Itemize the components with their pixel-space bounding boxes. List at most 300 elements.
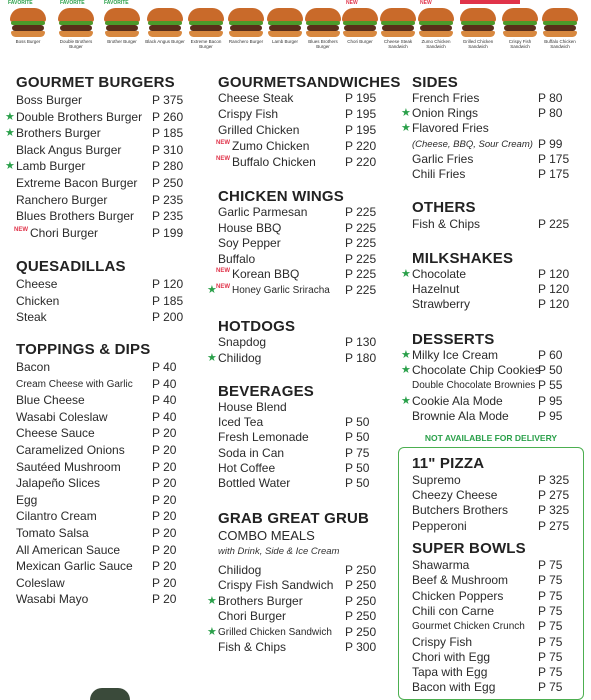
menu-item-name: Mexican Garlic Sauce	[16, 559, 133, 574]
menu-item-price: P 20	[152, 459, 177, 474]
menu-item-row	[207, 593, 385, 609]
section-title-sides: SIDES	[412, 74, 459, 91]
menu-item-price: P 20	[152, 592, 177, 607]
menu-item-name: Milky Ice Cream	[412, 348, 499, 362]
favorite-tag: FAVORITE	[60, 0, 85, 6]
burger-thumb-label: Buffalo Chicken Sandwich	[544, 39, 576, 49]
menu-item-row	[412, 619, 578, 634]
combo-note: with Drink, Side & Ice Cream	[218, 546, 340, 557]
menu-item-name: Shawarma	[412, 558, 470, 572]
burger-thumb-label: Boss Burger	[15, 39, 41, 44]
menu-item-row	[5, 126, 192, 141]
menu-item-price: P 225	[345, 267, 377, 282]
menu-item-price: P 225	[345, 283, 377, 297]
menu-item-price: P 250	[152, 176, 184, 190]
menu-item-row	[412, 409, 578, 424]
burger-thumb-label: Brother Burger	[107, 39, 137, 44]
section-title-sandwiches: GOURMETSANDWICHES	[218, 74, 401, 91]
burger-thumb-label: Black Angus Burger	[145, 39, 185, 44]
favorite-star-icon: ★	[401, 268, 411, 280]
menu-item-name: Grilled Chicken	[218, 123, 300, 137]
menu-item-price: P 80	[538, 91, 563, 105]
menu-item-row	[16, 476, 192, 491]
menu-item-price: P 20	[152, 559, 177, 574]
menu-item-name: Cilantro Cream	[16, 509, 97, 524]
menu-item-row	[218, 578, 385, 593]
menu-item-price: P 75	[538, 588, 563, 603]
menu-item-row	[412, 167, 578, 182]
menu-item-name: Blues Brothers Burger	[16, 209, 135, 224]
favorite-star-icon: ★	[401, 122, 411, 135]
burger-thumb	[265, 2, 305, 66]
menu-item-row	[16, 176, 192, 191]
menu-item-price: P 185	[152, 293, 184, 308]
menu-item-price: P 200	[152, 310, 184, 325]
menu-item-price: P 75	[538, 558, 563, 572]
menu-item-row	[412, 665, 578, 680]
menu-item-name: Bacon	[16, 360, 51, 374]
menu-item-name: Buffalo Chicken	[232, 155, 316, 169]
burger-thumb-label: Double Brothers Burger	[59, 39, 93, 49]
menu-item-row	[16, 493, 192, 508]
burger-thumb-label: Lamb Burger	[271, 39, 298, 44]
section-title-hotdogs: HOTDOGS	[218, 318, 296, 335]
menu-item-price: P 185	[152, 126, 184, 141]
burger-thumb-label: Zumo Chicken Sandwich	[421, 39, 451, 49]
menu-item-name: Brothers Burger	[16, 126, 101, 141]
burger-thumb-label: Chori Burger	[347, 39, 373, 44]
menu-item-row	[16, 526, 192, 541]
section-title-others: OTHERS	[412, 199, 476, 216]
new-badge-icon: NEW	[216, 268, 230, 275]
menu-item-price: P 220	[345, 139, 377, 153]
burger-thumb	[226, 2, 266, 66]
bottom-decoration	[90, 688, 130, 700]
favorite-star-icon: ★	[401, 349, 411, 361]
favorite-tag: FAVORITE	[104, 0, 129, 6]
menu-item-row	[218, 267, 385, 282]
menu-item-name: Brothers Burger	[218, 593, 303, 608]
menu-item-price: P 300	[345, 640, 377, 654]
section-title-bowls: SUPER BOWLS	[412, 540, 526, 557]
menu-item-price: P 40	[152, 393, 177, 408]
menu-item-row	[16, 360, 192, 375]
menu-item-name: Bacon with Egg	[412, 680, 496, 695]
menu-item-price: P 325	[538, 503, 570, 518]
menu-item-name: Snapdog	[218, 335, 267, 349]
menu-item-row	[218, 563, 385, 578]
menu-item-price: P 250	[345, 624, 377, 639]
section-title-toppings: TOPPINGS & DIPS	[16, 341, 151, 358]
favorite-star-icon: ★	[401, 107, 411, 120]
menu-item-name: Iced Tea	[218, 415, 264, 430]
menu-item-row	[16, 310, 192, 325]
section-title-beverages: BEVERAGES	[218, 383, 314, 400]
menu-item-name: Bottled Water	[218, 476, 291, 490]
menu-item-price: P 175	[538, 151, 570, 166]
menu-item-name: All American Sauce	[16, 542, 121, 557]
menu-item-price: P 195	[345, 123, 377, 137]
menu-item-price: P 50	[345, 476, 370, 490]
menu-item-row	[16, 226, 192, 241]
burger-thumb-label: Blues Brothers Burger	[308, 39, 338, 49]
section-title-grab: GRAB GREAT GRUB	[218, 510, 370, 527]
menu-item-price: P 20	[152, 575, 177, 590]
menu-item-name: Chori Burger	[30, 225, 99, 240]
favorite-star-icon: ★	[207, 351, 217, 364]
menu-item-price: P 99	[538, 136, 563, 151]
menu-item-row	[218, 430, 385, 445]
menu-item-row	[16, 592, 192, 607]
menu-item-price: P 20	[152, 426, 177, 441]
menu-item-name: Chilidog	[218, 563, 262, 577]
menu-item-row	[16, 93, 192, 108]
section-title-pizza: 11" PIZZA	[412, 455, 485, 472]
menu-item-name: Egg	[16, 492, 38, 507]
menu-item-name: Chocolate	[412, 267, 467, 281]
menu-item-price: P 130	[345, 335, 377, 349]
menu-item-price: P 75	[538, 573, 563, 588]
burger-thumb-label: Extreme Bacon Burger	[190, 39, 222, 49]
menu-item-row	[5, 109, 192, 125]
menu-item-row	[412, 473, 578, 488]
menu-item-price: P 375	[152, 93, 184, 107]
section-title-quesadillas: QUESADILLAS	[16, 258, 126, 275]
menu-item-row	[218, 123, 385, 138]
menu-item-row	[16, 393, 192, 408]
menu-item-row	[401, 106, 578, 121]
menu-item-price: P 250	[345, 593, 377, 608]
menu-item-row	[412, 558, 578, 573]
menu-item-name: Chicken Poppers	[412, 588, 504, 603]
menu-item-name: Grilled Chicken Sandwich	[218, 626, 332, 638]
menu-item-name: Soda in Can	[218, 445, 285, 460]
menu-item-name: Crispy Fish	[218, 107, 279, 121]
favorite-tag: FAVORITE	[8, 0, 33, 6]
menu-item-name: Crispy Fish Sandwich	[218, 578, 334, 593]
burger-thumb-label: Grilled Chicken Sandwich	[462, 39, 494, 49]
menu-item-row	[401, 348, 578, 363]
menu-item-name: Flavored Fries	[412, 121, 489, 136]
menu-item-name: House BBQ	[218, 220, 282, 235]
menu-item-name: House Blend	[218, 400, 287, 414]
menu-item-row	[207, 350, 385, 366]
menu-item-price: P 195	[345, 107, 377, 121]
menu-item-price: P 75	[538, 634, 563, 649]
menu-item-row	[412, 604, 578, 619]
menu-item-row	[412, 282, 578, 297]
menu-item-name: Korean BBQ	[232, 267, 300, 282]
menu-item-name: Tomato Salsa	[16, 526, 89, 540]
menu-item-row	[16, 460, 192, 475]
menu-item-row	[401, 363, 578, 378]
burger-thumb-label: Crispy Fish Sandwich	[508, 39, 532, 49]
menu-item-price: P 275	[538, 488, 570, 503]
menu-item-name: Strawberry	[412, 297, 471, 312]
new-badge-icon: NEW	[14, 226, 28, 233]
favorite-star-icon: ★	[401, 364, 411, 377]
menu-item-price: P 195	[345, 91, 377, 105]
menu-item-name: Wasabi Mayo	[16, 592, 89, 607]
burger-thumb	[8, 2, 48, 66]
menu-item-name: Fresh Lemonade	[218, 430, 309, 445]
menu-item-name: Onion Rings	[412, 106, 479, 121]
burger-thumb	[540, 2, 580, 66]
menu-item-row	[207, 624, 385, 640]
favorite-star-icon: ★	[207, 625, 217, 638]
menu-item-price: P 75	[538, 665, 563, 680]
section-title-gourmet-burgers: GOURMET BURGERS	[16, 74, 175, 91]
menu-item-price: P 260	[152, 109, 184, 124]
menu-item-name: Hazelnut	[412, 282, 460, 297]
menu-item-price: P 40	[152, 376, 177, 391]
menu-item-price: P 95	[538, 393, 563, 408]
menu-item-row	[412, 635, 578, 650]
menu-item-row	[16, 410, 192, 425]
section-title-desserts: DESSERTS	[412, 331, 495, 348]
menu-item-row	[16, 277, 192, 292]
menu-item-price: P 55	[538, 378, 563, 393]
menu-item-row	[16, 509, 192, 524]
new-tag: NEW	[420, 0, 432, 6]
menu-item-row	[218, 107, 385, 122]
menu-item-name: Garlic Parmesan	[218, 205, 308, 219]
menu-item-price: P 20	[152, 526, 177, 540]
menu-item-name: Cream Cheese with Garlic	[16, 378, 133, 390]
menu-item-price: P 275	[538, 518, 570, 533]
menu-item-name: Chili Fries	[412, 167, 466, 181]
menu-item-name: Zumo Chicken	[232, 139, 310, 153]
menu-item-name: Sautéed Mushroom	[16, 459, 121, 474]
menu-item-row	[207, 283, 385, 298]
section-title-milkshakes: MILKSHAKES	[412, 250, 514, 267]
menu-item-row	[412, 650, 578, 665]
menu-item-row	[16, 209, 192, 224]
menu-item-name: Chori with Egg	[412, 649, 491, 664]
menu-item-name: Double Chocolate Brownies	[412, 380, 536, 392]
menu-item-price: P 225	[345, 236, 377, 251]
menu-item-row	[218, 139, 385, 154]
menu-item-name: Steak	[16, 310, 47, 325]
menu-item-row	[218, 91, 385, 106]
menu-item-price: P 20	[152, 492, 177, 507]
menu-item-name: Wasabi Coleslaw	[16, 409, 108, 424]
menu-item-name: Double Brothers Burger	[16, 109, 143, 124]
menu-item-row	[5, 159, 192, 174]
menu-item-price: P 40	[152, 360, 177, 374]
combo-subtitle: COMBO MEALS	[218, 528, 315, 543]
menu-item-row	[218, 476, 385, 491]
menu-item-name: Crispy Fish	[412, 634, 473, 649]
burger-thumb	[102, 2, 142, 66]
menu-item-price: P 325	[538, 473, 570, 487]
burger-photo-strip	[0, 0, 591, 68]
menu-item-price: P 20	[152, 542, 177, 557]
menu-item-row	[218, 609, 385, 624]
menu-item-row	[16, 294, 192, 309]
menu-item-row	[218, 155, 385, 170]
burger-thumb	[416, 2, 456, 66]
menu-item-name: Extreme Bacon Burger	[16, 176, 138, 190]
favorite-star-icon: ★	[401, 394, 411, 407]
menu-item-price: P 20	[152, 509, 177, 524]
menu-item-price: P 50	[345, 460, 370, 475]
menu-item-name: Butchers Brothers	[412, 503, 509, 518]
menu-item-price: P 20	[152, 443, 177, 457]
burger-thumb	[458, 2, 498, 66]
menu-item-row	[401, 267, 578, 282]
favorite-star-icon: ★	[5, 127, 15, 140]
menu-item-price: P 60	[538, 348, 563, 362]
menu-item-name: Ranchero Burger	[16, 192, 108, 207]
menu-item-row	[412, 217, 578, 232]
menu-item-row	[412, 152, 578, 167]
menu-item-name: Gourmet Chicken Crunch	[412, 621, 525, 633]
menu-item-row	[412, 589, 578, 604]
menu-item-row	[412, 519, 578, 534]
menu-item-name: Chocolate Chip Cookies	[412, 363, 541, 378]
menu-item-name: Caramelized Onions	[16, 443, 125, 457]
menu-item-row	[218, 252, 385, 267]
new-badge-icon: NEW	[216, 284, 230, 290]
menu-item-row	[412, 680, 578, 695]
menu-item-price: P 180	[345, 350, 377, 365]
burger-thumb	[500, 2, 540, 66]
menu-item-row	[218, 236, 385, 251]
menu-item-price: P 40	[152, 409, 177, 424]
menu-item-name: Cheese Sauce	[16, 426, 95, 441]
menu-item-row	[16, 426, 192, 441]
menu-item-price: P 225	[345, 220, 377, 235]
menu-item-row	[218, 461, 385, 476]
menu-item-row	[218, 400, 385, 415]
menu-item-name: Supremo	[412, 473, 461, 487]
menu-item-row	[218, 335, 385, 350]
menu-item-name: Boss Burger	[16, 93, 83, 107]
burger-thumb	[186, 2, 226, 66]
menu-item-name: Beef & Mushroom	[412, 573, 509, 588]
menu-item-price: P 75	[538, 603, 563, 618]
menu-item-name: Honey Garlic Sriracha	[232, 285, 330, 296]
menu-item-name: Garlic Fries	[412, 151, 474, 166]
menu-item-name: Chilidog	[218, 350, 262, 365]
menu-item-price: P 120	[538, 267, 570, 281]
favorite-star-icon: ★	[5, 160, 15, 173]
menu-item-row	[401, 393, 578, 409]
menu-item-name: French Fries	[412, 91, 480, 105]
menu-item-name: Brownie Ala Mode	[412, 408, 509, 423]
menu-item-name: Cheezy Cheese	[412, 488, 498, 503]
favorite-star-icon: ★	[207, 594, 217, 607]
menu-item-row	[412, 297, 578, 312]
menu-item-row	[16, 559, 192, 574]
menu-item-price: P 225	[345, 251, 377, 266]
menu-item-name: Chicken	[16, 293, 60, 308]
section-title-wings: CHICKEN WINGS	[218, 188, 344, 205]
menu-item-row	[412, 137, 578, 152]
menu-item-price: P 75	[538, 649, 563, 664]
favorite-star-icon: ★	[5, 110, 15, 123]
menu-item-price: P 75	[538, 619, 563, 634]
menu-item-price: P 50	[345, 430, 370, 445]
menu-item-price: P 120	[152, 277, 184, 291]
new-tag: NEW	[346, 0, 358, 6]
menu-item-row	[218, 205, 385, 220]
menu-item-name: Tapa with Egg	[412, 665, 488, 680]
menu-item-row	[218, 415, 385, 430]
not-available-note: NOT AVAILABLE FOR DELIVERY	[424, 433, 558, 443]
menu-item-row	[16, 377, 192, 392]
menu-item-row	[16, 143, 192, 158]
menu-item-price: P 250	[345, 578, 377, 593]
menu-item-row	[218, 221, 385, 236]
menu-item-price: P 235	[152, 192, 184, 207]
menu-item-price: P 199	[152, 225, 184, 240]
menu-item-price: P 175	[538, 167, 570, 181]
menu-item-name: Lamb Burger	[16, 159, 86, 174]
burger-thumb	[340, 2, 380, 66]
menu-item-row	[218, 640, 385, 655]
menu-item-name: Cheese Steak	[218, 91, 294, 105]
burger-thumb-label: Cheese Steak Sandwich	[383, 39, 413, 49]
menu-item-name: Chori Burger	[218, 609, 287, 624]
menu-item-price: P 50	[345, 415, 370, 430]
menu-item-name: Buffalo	[218, 251, 256, 266]
menu-item-price: P 120	[538, 282, 570, 297]
menu-item-row	[412, 503, 578, 518]
new-badge-icon: NEW	[216, 140, 230, 146]
menu-item-name: Jalapeño Slices	[16, 476, 101, 491]
menu-item-name: Cheese	[16, 277, 58, 291]
menu-item-price: P 95	[538, 408, 563, 423]
burger-thumb	[56, 2, 96, 66]
menu-item-name: Fish & Chips	[412, 217, 481, 231]
menu-item-name: Soy Pepper	[218, 236, 281, 251]
burger-thumb	[378, 2, 418, 66]
menu-item-price: P 280	[152, 159, 184, 174]
menu-item-price: P 250	[345, 563, 377, 577]
menu-item-row	[16, 543, 192, 558]
menu-item-price: P 220	[345, 155, 377, 169]
menu-item-row	[412, 378, 578, 393]
new-badge-icon: NEW	[216, 156, 230, 162]
burger-thumb	[303, 2, 343, 66]
menu-item-price: P 75	[538, 680, 563, 695]
menu-item-row	[412, 91, 578, 106]
menu-item-name: Cookie Ala Mode	[412, 393, 503, 408]
menu-item-price: P 80	[538, 106, 563, 121]
menu-item-name: Fish & Chips	[218, 640, 287, 654]
favorite-star-icon: ★	[207, 284, 217, 296]
menu-item-name: Hot Coffee	[218, 460, 276, 475]
menu-item-row	[218, 446, 385, 461]
burger-thumb	[145, 2, 185, 66]
menu-item-name: Pepperoni	[412, 518, 467, 533]
menu-item-row	[401, 121, 578, 136]
menu-item-row	[412, 488, 578, 503]
menu-item-name: Chili con Carne	[412, 603, 495, 618]
menu-item-name: (Cheese, BBQ, Sour Cream)	[412, 138, 533, 150]
menu-item-price: P 20	[152, 476, 177, 491]
menu-item-price: P 75	[345, 445, 370, 460]
menu-item-price: P 120	[538, 297, 570, 312]
menu-item-price: P 310	[152, 142, 184, 157]
menu-item-row	[412, 573, 578, 588]
menu-item-price: P 235	[152, 209, 184, 224]
menu-item-row	[16, 193, 192, 208]
menu-item-row	[16, 443, 192, 458]
menu-item-name: Blue Cheese	[16, 393, 85, 408]
